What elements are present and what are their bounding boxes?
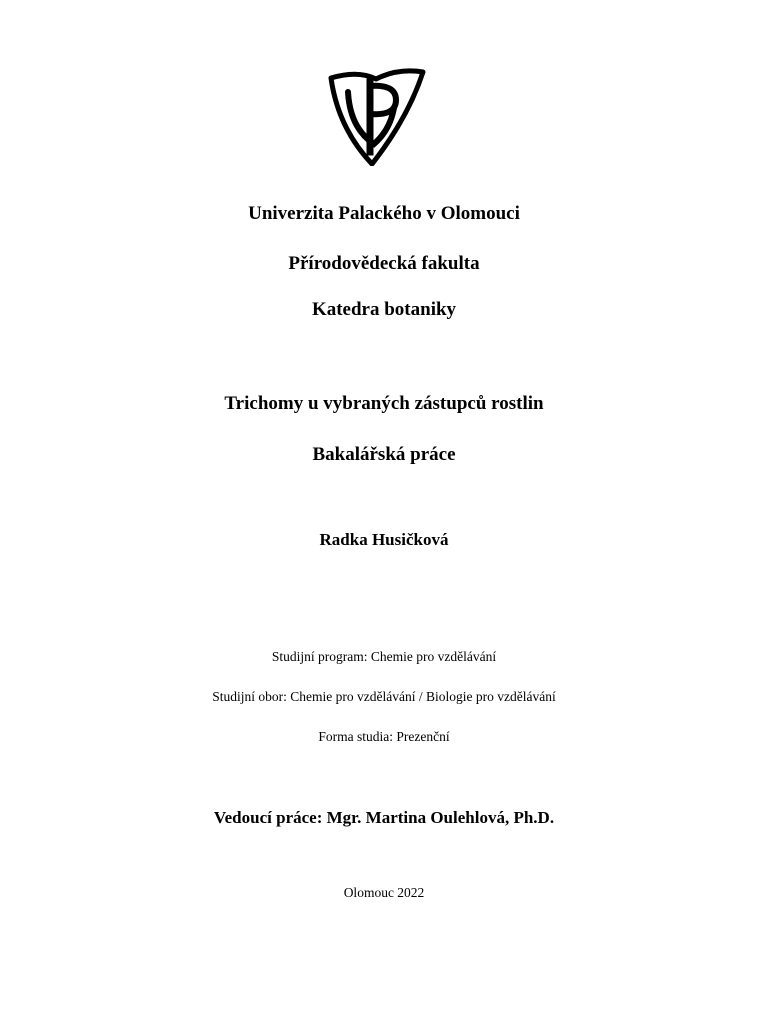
place-year: Olomouc 2022	[343, 885, 425, 900]
faculty-name: Přírodovědecká fakulta	[288, 253, 480, 274]
university-name: Univerzita Palackého v Olomouci	[248, 203, 520, 224]
author-name: Radka Husičková	[319, 530, 449, 549]
department-name: Katedra botaniky	[311, 299, 457, 320]
supervisor: Vedoucí práce: Mgr. Martina Oulehlová, Ph.D.	[213, 808, 555, 827]
university-crest-icon	[328, 68, 426, 166]
study-form: Forma studia: Prezenční	[318, 729, 450, 744]
study-program: Studijní program: Chemie pro vzdělávání	[271, 649, 497, 664]
thesis-type: Bakalářská práce	[312, 444, 456, 465]
study-field: Studijní obor: Chemie pro vzdělávání / Biologie pro vzdělávání	[212, 689, 556, 704]
thesis-title: Trichomy u vybraných zástupců rostlin	[224, 393, 544, 414]
